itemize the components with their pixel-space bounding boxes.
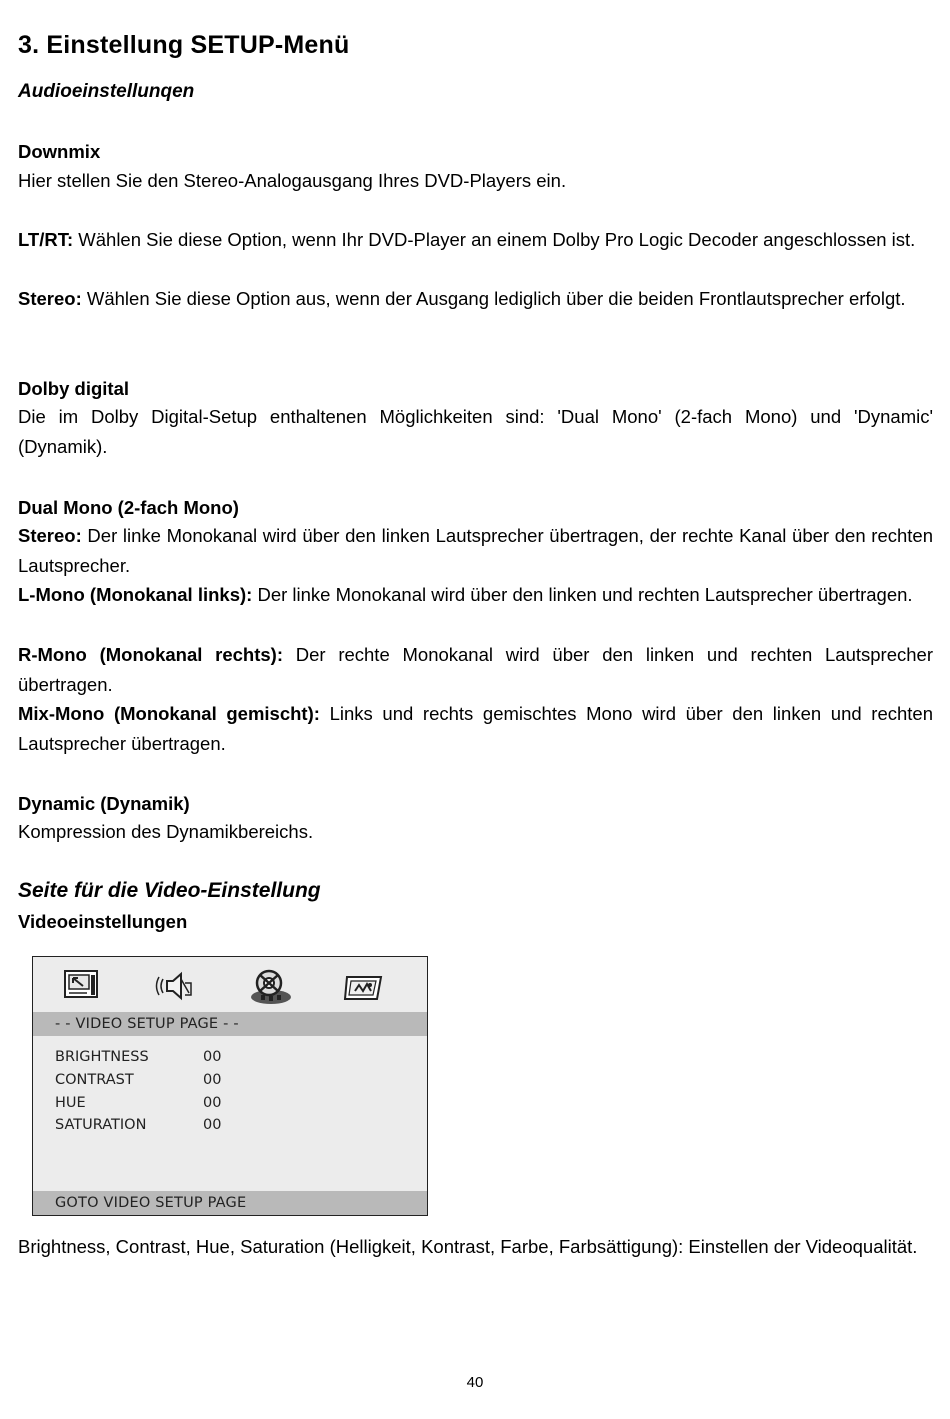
contrast-label: CONTRAST	[55, 1072, 134, 1088]
audio-speaker-icon[interactable]	[153, 969, 197, 1003]
brightness-value: 00	[203, 1049, 222, 1065]
page-title: 3. Einstellung SETUP-Menü	[18, 31, 350, 59]
hue-label: HUE	[55, 1095, 86, 1111]
hue-value: 00	[203, 1095, 222, 1111]
dual-mono-title: Dual Mono (2-fach Mono)	[18, 497, 239, 518]
video-caption: Brightness, Contrast, Hue, Saturation (Helligkeit, Kontrast, Farbe, Farbsättigung): Einstellen der Videoqualität.	[18, 1236, 918, 1257]
dual-mono-stereo-paragraph	[18, 521, 933, 580]
setup-page-title: - - VIDEO SETUP PAGE - -	[55, 1016, 239, 1032]
downmix-title: Downmix	[18, 141, 101, 162]
saturation-value: 00	[203, 1117, 222, 1133]
setup-status-text: GOTO VIDEO SETUP PAGE	[55, 1195, 247, 1211]
video-setup-screen	[32, 956, 428, 1216]
saturation-label: SATURATION	[55, 1117, 147, 1133]
rmono-text: Der rechte Monokanal wird über den linken und rechten Lautsprecher übertragen.	[18, 644, 933, 695]
dolby-disc-icon[interactable]	[247, 969, 291, 1003]
setup-page-title-bar	[33, 1012, 427, 1036]
brightness-label: BRIGHTNESS	[55, 1049, 149, 1065]
video-section-title: Seite für die Video-Einstellung	[18, 879, 321, 902]
ltrt-text: Wählen Sie diese Option, wenn Ihr DVD-Player an einem Dolby Pro Logic Decoder angeschlossen ist.	[78, 229, 916, 250]
dynamic-title: Dynamic (Dynamik)	[18, 793, 190, 814]
contrast-value: 00	[203, 1072, 222, 1088]
dual-mono-stereo-text: Der linke Monokanal wird über den linken Lautsprecher übertragen, der rechte Kanal über den rechten Lautsprecher.	[18, 525, 933, 576]
stereo-label: Stereo:	[18, 288, 82, 309]
rmono-paragraph	[18, 640, 933, 699]
lmono-label: L-Mono (Monokanal links):	[18, 584, 253, 605]
mixmono-paragraph	[18, 699, 933, 758]
mixmono-text: Links und rechts gemischtes Mono wird über den linken und rechten Lautsprecher übertragen.	[18, 703, 933, 754]
stereo-text: Wählen Sie diese Option aus, wenn der Ausgang lediglich über die beiden Frontlautsprecher erfolgt.	[86, 288, 906, 309]
setup-status-bar	[33, 1191, 427, 1215]
mixmono-label: Mix-Mono (Monokanal gemischt):	[18, 703, 320, 724]
page-number: 40	[466, 1374, 484, 1391]
stereo-paragraph	[18, 284, 933, 314]
lmono-paragraph	[18, 580, 933, 610]
audio-settings-heading: Audioeinstellunqen	[18, 81, 195, 102]
video-screen-icon[interactable]	[341, 969, 385, 1003]
dolby-title: Dolby digital	[18, 378, 129, 399]
video-settings-heading: Videoeinstellungen	[18, 911, 188, 932]
dolby-text: Die im Dolby Digital-Setup enthaltenen Möglichkeiten sind: 'Dual Mono' (2-fach Mono) und 'Dynamic' (Dynamik).	[18, 406, 933, 457]
lmono-text: Der linke Monokanal wird über den linken und rechten Lautsprecher übertragen.	[257, 584, 913, 605]
setup-icon-row	[33, 957, 427, 1011]
ltrt-label: LT/RT:	[18, 229, 74, 250]
downmix-text: Hier stellen Sie den Stereo-Analogausgang Ihres DVD-Players ein.	[18, 170, 567, 191]
dual-mono-stereo-label: Stereo:	[18, 525, 82, 546]
ltrt-paragraph	[18, 225, 933, 255]
rmono-label: R-Mono (Monokanal rechts):	[18, 644, 283, 665]
dynamic-text: Kompression des Dynamikbereichs.	[18, 821, 314, 842]
general-setup-icon[interactable]	[61, 969, 105, 1003]
